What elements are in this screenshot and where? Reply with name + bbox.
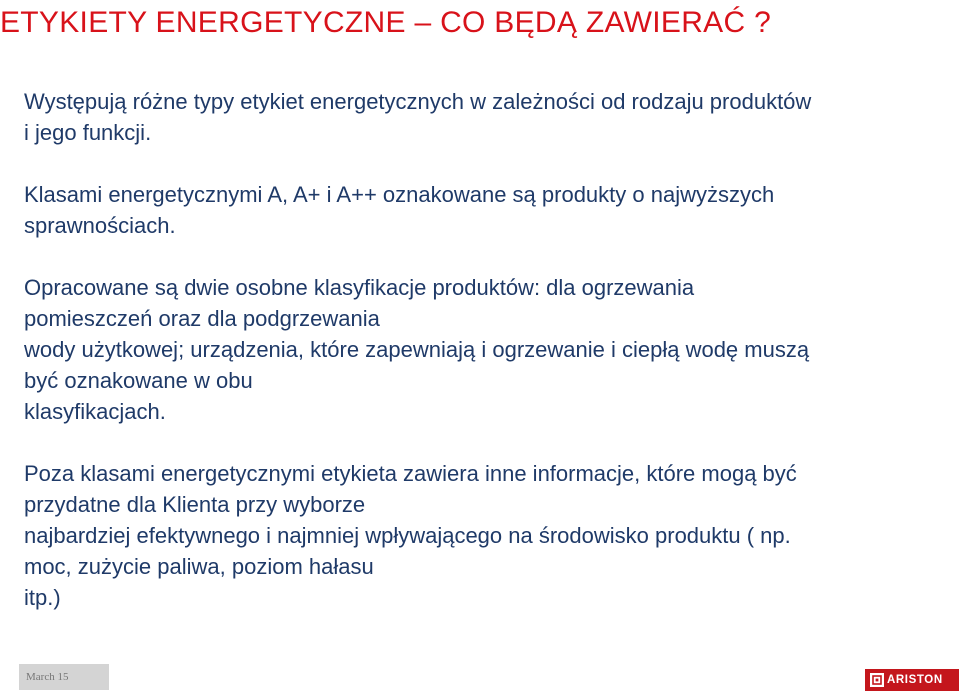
text-line: klasyfikacjach. [24,399,166,424]
ariston-emblem-icon [870,673,884,687]
paragraph-label-types [24,86,954,148]
text-line: najbardziej efektywnego i najmniej wpływającego na środowisko produktu ( np. [24,523,791,548]
paragraph-energy-classes [24,179,954,241]
text-line: Opracowane są dwie osobne klasyfikacje produktów: dla ogrzewania [24,275,695,300]
ariston-logo [865,669,959,691]
text-line: i jego funkcji. [24,120,152,145]
text-line: sprawnościach. [24,213,176,238]
footer-date: March 15 [19,664,109,690]
logo-text: ARISTON [887,674,943,686]
paragraph-additional-info [24,458,954,613]
text-line: itp.) [24,585,61,610]
text-line: przydatne dla Klienta przy wyborze [24,492,366,517]
slide-body [24,86,954,613]
slide-title: ETYKIETY ENERGETYCZNE – CO BĘDĄ ZAWIERAĆ ? [0,6,772,39]
text-line: Poza klasami energetycznymi etykieta zawiera inne informacje, które mogą być [24,461,797,486]
paragraph-classifications [24,272,954,427]
text-line: Klasami energetycznymi A, A+ i A++ oznakowane są produkty o najwyższych [24,182,775,207]
text-line: pomieszczeń oraz dla podgrzewania [24,306,380,331]
text-line: wody użytkowej; urządzenia, które zapewniają i ogrzewanie i ciepłą wodę muszą [24,337,810,362]
text-line: moc, zużycie paliwa, poziom hałasu [24,554,374,579]
text-line: być oznakowane w obu [24,368,253,393]
text-line: Występują różne typy etykiet energetycznych w zależności od rodzaju produktów [24,89,812,114]
